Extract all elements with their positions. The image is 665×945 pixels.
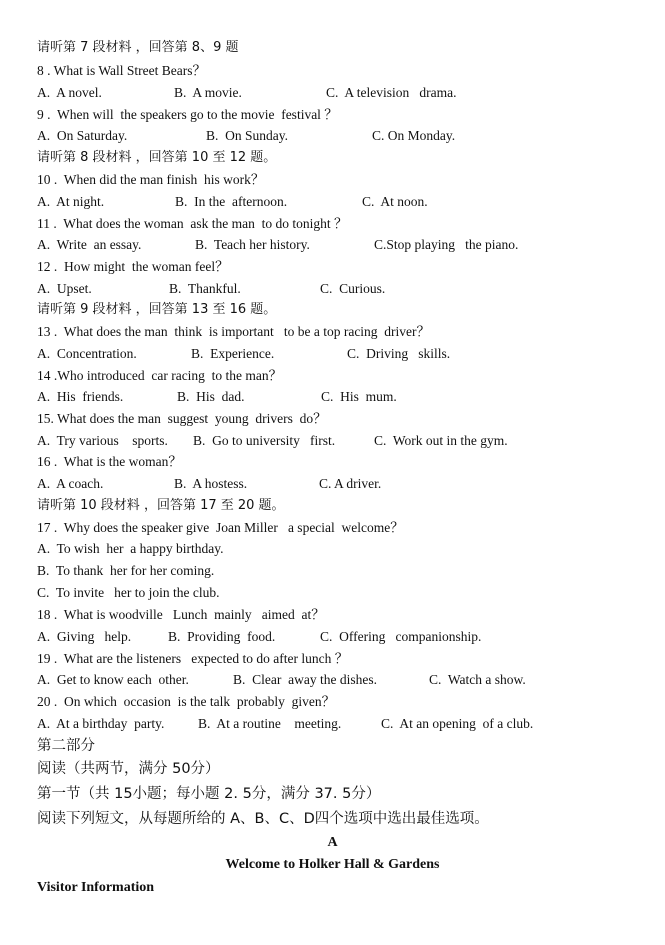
- option-a: A. Try various sports.: [37, 433, 168, 448]
- question-17-option-c: C. To invite her to join the club.: [37, 585, 220, 600]
- option-c: C. A television drama.: [326, 85, 457, 100]
- question-16-options: [37, 475, 637, 493]
- option-a: A. Giving help.: [37, 629, 132, 644]
- option-b: B. In the afternoon.: [175, 194, 288, 209]
- question-19: 19 . What are the listeners expected to do after lunch ？: [37, 651, 349, 666]
- option-c: C. Curious.: [320, 281, 386, 296]
- question-17-option-a: A. To wish her a happy birthday.: [37, 541, 224, 556]
- option-b: B. Thankful.: [169, 281, 241, 296]
- option-a: A. At a birthday party.: [37, 716, 165, 731]
- question-11: 11 . What does the woman ask the man to do tonight ？: [37, 216, 348, 231]
- question-15-options: [37, 432, 637, 450]
- option-c: C. On Monday.: [372, 128, 456, 143]
- option-a: A. His friends.: [37, 389, 124, 404]
- question-15: 15. What does the man suggest young drivers do？: [37, 411, 327, 426]
- question-17-option-b: B. To thank her for her coming.: [37, 563, 215, 578]
- question-16: 16 . What is the woman？: [37, 454, 182, 469]
- option-b: B. A movie.: [174, 85, 242, 100]
- option-b: B. Providing food.: [168, 629, 276, 644]
- option-b: B. Experience.: [191, 346, 275, 361]
- option-c: C. At noon.: [362, 194, 428, 209]
- option-c: C. Offering companionship.: [320, 629, 482, 644]
- option-a: A. At night.: [37, 194, 105, 209]
- option-c: C. His mum.: [321, 389, 397, 404]
- question-17: 17 . Why does the speaker give Joan Miller a special welcome？: [37, 520, 404, 535]
- question-20: 20 . On which occasion is the talk probably given？: [37, 694, 336, 709]
- option-a: A. A coach.: [37, 476, 104, 491]
- option-b: B. Teach her history.: [195, 237, 310, 252]
- question-19-options: [37, 671, 637, 689]
- question-20-options: [37, 715, 637, 733]
- question-14-options: [37, 388, 637, 406]
- option-a: A. A novel.: [37, 85, 102, 100]
- section-8-heading: 请听第 8 段材料 ，回答第 10 至 12 题。: [37, 150, 277, 165]
- option-b: B. His dad.: [177, 389, 245, 404]
- section-one-heading: 第一节（共 15小题；每小题 2. 5分，满分 37. 5分）: [37, 786, 381, 802]
- question-10: 10 . When did the man finish his work？: [37, 172, 265, 187]
- question-12: 12 . How might the woman feel？: [37, 259, 229, 274]
- question-8: 8 . What is Wall Street Bears？: [37, 63, 207, 78]
- option-b: B. On Sunday.: [206, 128, 289, 143]
- section-9-heading: 请听第 9 段材料 ，回答第 13 至 16 题。: [37, 302, 277, 317]
- option-b: B. Go to university first.: [193, 433, 336, 448]
- question-9-options: [37, 127, 637, 145]
- option-c: C. A driver.: [319, 476, 382, 491]
- reading-heading: 阅读（共两节，满分 50分）: [37, 761, 220, 777]
- passage-title: Welcome to Holker Hall & Gardens: [225, 857, 440, 872]
- question-18: 18 . What is woodville Lunch mainly aimed at？: [37, 607, 325, 622]
- option-a: A. Write an essay.: [37, 237, 142, 252]
- option-b: B. A hostess.: [174, 476, 248, 491]
- section-10-heading: 请听第 10 段材料 ，回答第 17 至 20 题。: [37, 498, 285, 513]
- question-13: 13 . What does the man think is important to be a top racing driver？: [37, 324, 431, 339]
- option-b: B. At a routine meeting.: [198, 716, 342, 731]
- question-13-options: [37, 345, 637, 363]
- option-c: C. At an opening of a club.: [381, 716, 534, 731]
- option-c: C.Stop playing the piano.: [374, 237, 519, 252]
- passage-subtitle: Visitor Information: [37, 880, 155, 895]
- question-11-options: [37, 236, 637, 254]
- passage-letter: A: [327, 835, 338, 850]
- question-9: 9 . When will the speakers go to the movie festival ？: [37, 107, 338, 122]
- option-b: B. Clear away the dishes.: [233, 672, 377, 687]
- option-a: A. On Saturday.: [37, 128, 128, 143]
- option-a: A. Upset.: [37, 281, 92, 296]
- section-7-heading: 请听第 7 段材料 ，回答第 8、9 题: [37, 40, 239, 55]
- question-8-options: [37, 84, 637, 102]
- question-12-options: [37, 280, 637, 298]
- option-a: A. Concentration.: [37, 346, 137, 361]
- reading-instruction: 阅读下列短文，从每题所给的 A、B、C、D四个选项中选出最佳选项。: [37, 811, 489, 827]
- question-14: 14 .Who introduced car racing to the man？: [37, 368, 283, 383]
- option-c: C. Watch a show.: [429, 672, 526, 687]
- part-two-title: 第二部分: [37, 738, 95, 754]
- option-a: A. Get to know each other.: [37, 672, 189, 687]
- option-c: C. Driving skills.: [347, 346, 451, 361]
- option-c: C. Work out in the gym.: [374, 433, 508, 448]
- question-10-options: [37, 193, 637, 211]
- question-18-options: [37, 628, 637, 646]
